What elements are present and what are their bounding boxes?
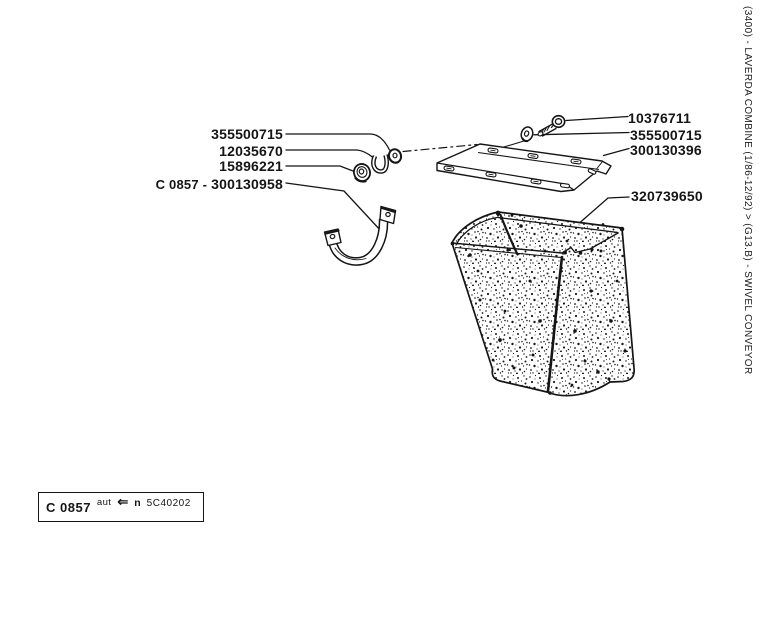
callout-clamp-strap-300130958[interactable] (156, 178, 283, 191)
model-code-label: C 0857 (46, 500, 91, 515)
callout-ring-washer-15896221[interactable]: 15896221 (219, 158, 283, 174)
part-number-label: 300130958 (211, 176, 283, 192)
callout-bolt-10376711[interactable]: 10376711 (628, 110, 692, 126)
clamp-strap-drawing (325, 207, 396, 266)
left-arrow-icon: ⇐ (117, 493, 129, 509)
catalog-breadcrumb: (3400) - LAVERDA COMBINE (1/86-12/92) > (G13.B) - SWIVEL CONVEYOR (742, 6, 753, 375)
ring-washer-drawing (352, 162, 373, 184)
qualifier-label: aut (96, 497, 112, 508)
conveyor-chute-drawing (451, 211, 635, 396)
callout-washer-355500715[interactable]: 355500715 (211, 126, 283, 142)
callout-mounting-plate-300130396[interactable]: 300130396 (630, 142, 702, 158)
serial-number-label: 5C40202 (146, 497, 191, 509)
lock-washer-drawing (373, 155, 386, 172)
mounting-plate-drawing (437, 144, 611, 192)
model-validity-box (38, 492, 204, 522)
flat-washer-drawing (519, 126, 534, 143)
serial-prefix-label: n (134, 497, 141, 509)
callout-flat-washer-355500715[interactable]: 355500715 (630, 127, 702, 143)
callout-lock-washer-12035670[interactable]: 12035670 (219, 143, 283, 159)
callout-chute-320739650[interactable]: 320739650 (631, 188, 703, 204)
model-prefix-label: C 0857 - (155, 177, 208, 192)
